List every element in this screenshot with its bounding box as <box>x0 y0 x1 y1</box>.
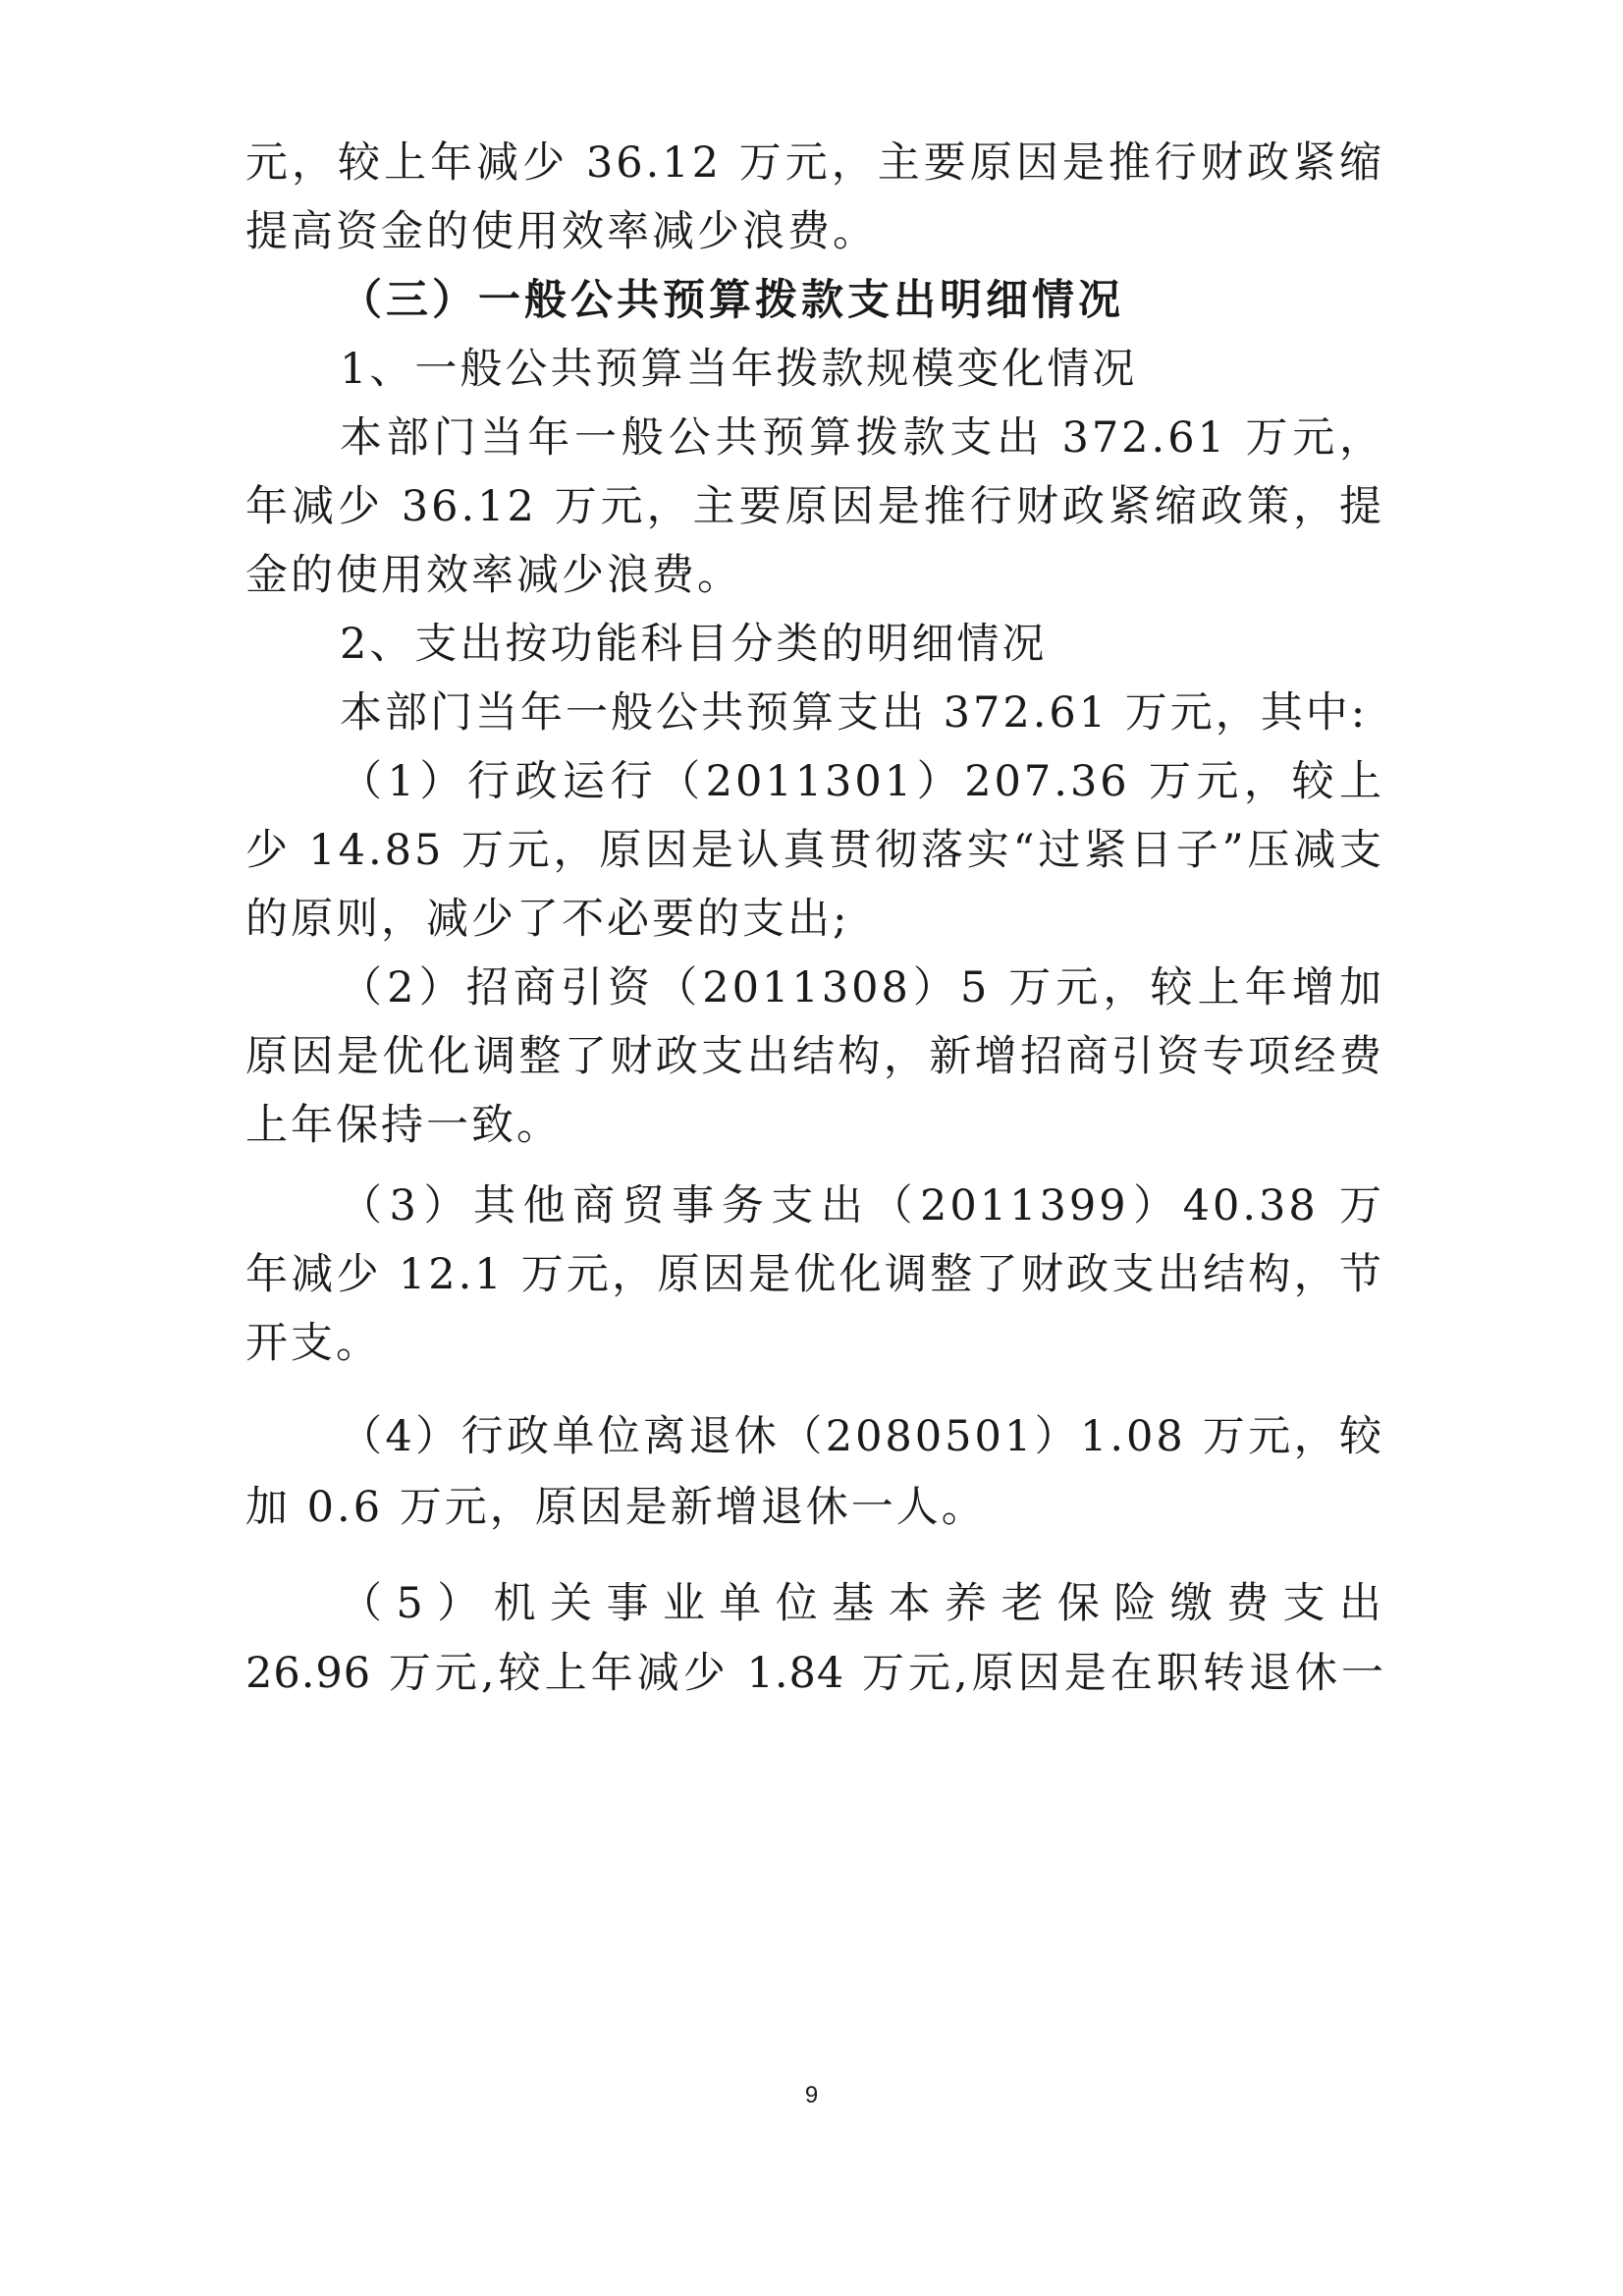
subsection-heading: 1、一般公共预算当年拨款规模变化情况 <box>340 345 1138 394</box>
list-item-line: （1）行政运行（2011301）207.36 万元，较上 <box>340 757 1384 806</box>
list-item-line: 原因是优化调整了财政支出结构，新增招商引资专项经费 <box>245 1032 1384 1081</box>
list-item-line: 加 0.6 万元，原因是新增退休一人。 <box>245 1483 987 1532</box>
list-item-line: 上年保持一致。 <box>245 1101 562 1150</box>
body-line: 提高资金的使用效率减少浪费。 <box>245 207 878 256</box>
subsection-heading: 2、支出按功能科目分类的明细情况 <box>340 620 1048 669</box>
body-line: 本部门当年一般公共预算拨款支出 372.61 万元， <box>340 413 1384 463</box>
list-item-line: 少 14.85 万元，原因是认真贯彻落实“过紧日子”压减支 <box>245 826 1384 875</box>
list-item-line: 开支。 <box>245 1319 381 1368</box>
page-number: 9 <box>804 2082 819 2108</box>
body-line: 本部门当年一般公共预算支出 372.61 万元，其中: <box>340 688 1369 738</box>
list-item-line: （3）其他商贸事务支出（2011399）40.38 万 <box>340 1181 1384 1230</box>
section-heading: （三）一般公共预算拨款支出明细情况 <box>340 276 1124 325</box>
list-item-line: 年减少 12.1 万元，原因是优化调整了财政支出结构，节 <box>245 1250 1384 1299</box>
list-item-line: （4）行政单位离退休（2080501）1.08 万元，较 <box>340 1412 1384 1461</box>
body-line: 年减少 36.12 万元，主要原因是推行财政紧缩政策，提 <box>245 482 1384 531</box>
list-item-line: 26.96 万元,较上年减少 1.84 万元,原因是在职转退休一 <box>245 1649 1384 1698</box>
list-item-line: （2）招商引资（2011308）5 万元，较上年增加 <box>340 963 1384 1012</box>
body-line: 金的使用效率减少浪费。 <box>245 551 742 600</box>
list-item-line: 的原则，减少了不必要的支出; <box>245 895 850 944</box>
body-line: 元，较上年减少 36.12 万元，主要原因是推行财政紧缩 <box>245 138 1384 188</box>
list-item-line: （5）机关事业单位基本养老保险缴费支出 <box>340 1579 1384 1628</box>
